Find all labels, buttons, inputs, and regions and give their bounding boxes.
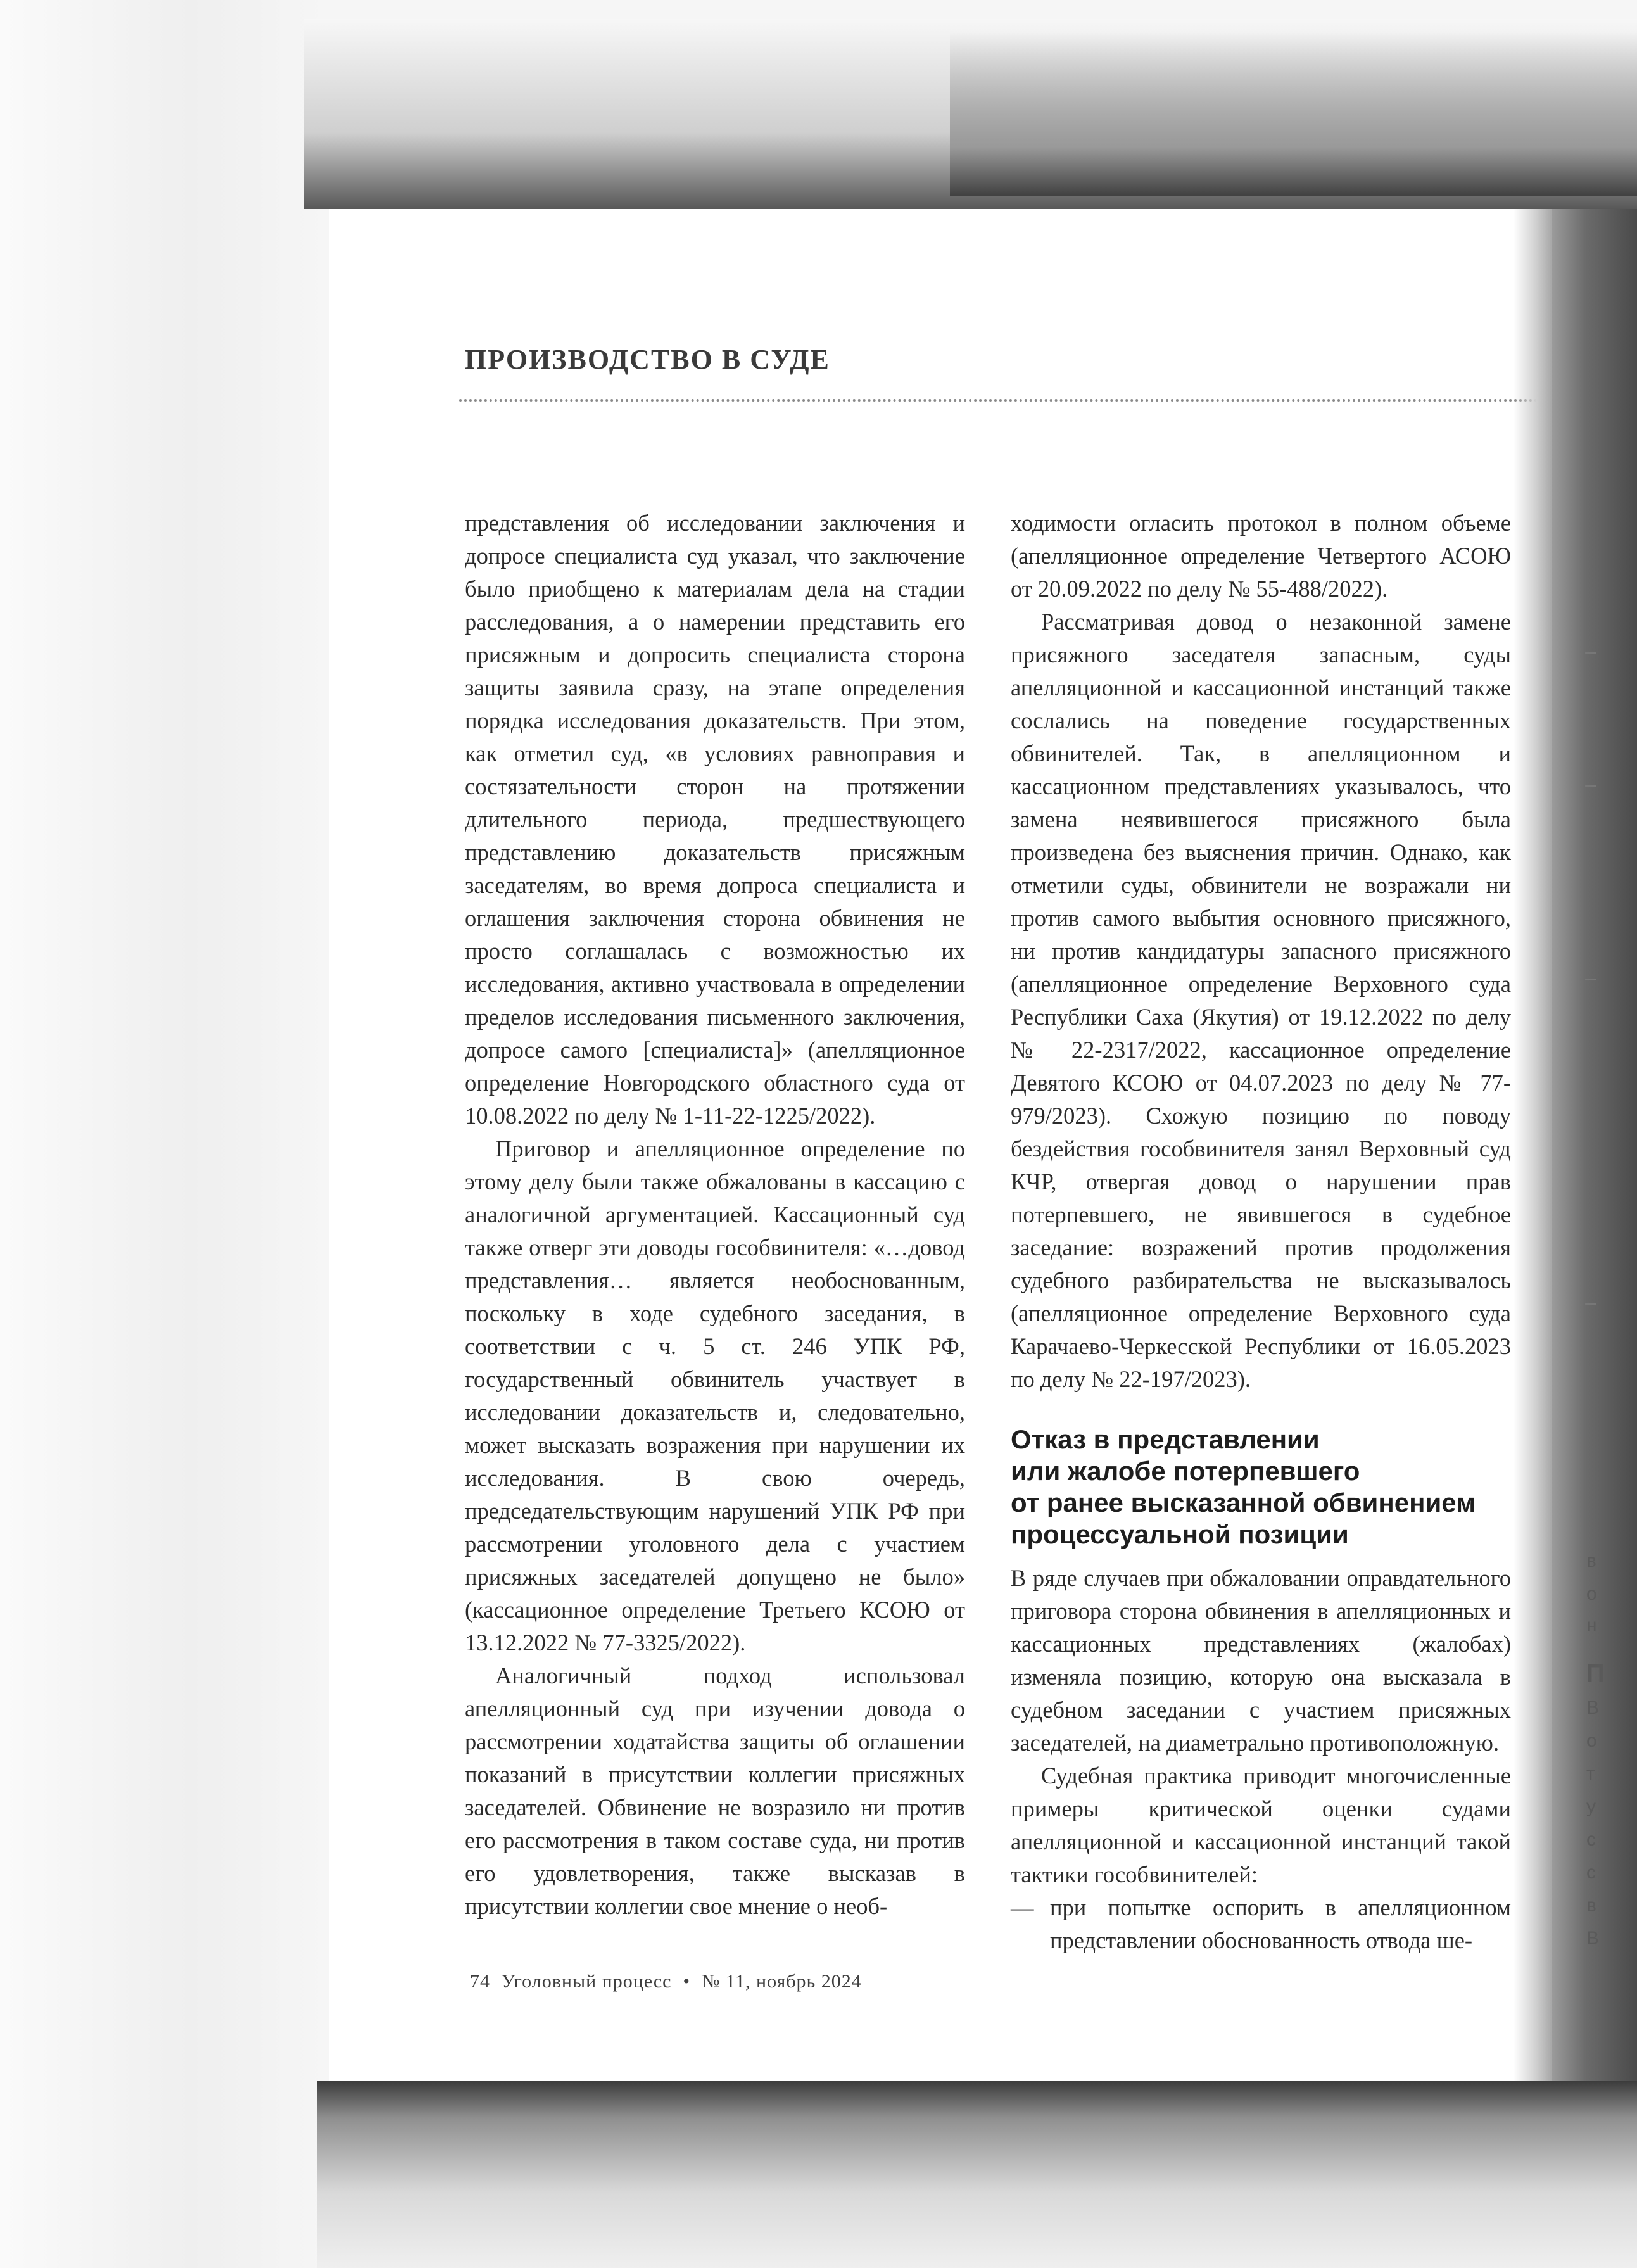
subsection-title-line: от ранее высказанной обвинением bbox=[1011, 1488, 1476, 1517]
bleed-letter: с bbox=[1586, 1862, 1596, 1883]
header-divider bbox=[459, 399, 1548, 402]
bleed-letter: с bbox=[1586, 1829, 1596, 1850]
issue-info: № 11, ноябрь 2024 bbox=[702, 1971, 862, 1992]
page-shadow-bottom bbox=[317, 2081, 1637, 2268]
list-dash: — bbox=[1011, 1894, 1034, 1920]
right-column bbox=[1011, 507, 1511, 1957]
subsection-title-line: Отказ в представлении bbox=[1011, 1424, 1320, 1454]
bleed-letter: В bbox=[1586, 1697, 1600, 1718]
bleed-letter: т bbox=[1586, 1763, 1595, 1784]
bleed-letter: у bbox=[1586, 1796, 1596, 1817]
bleed-letter: в bbox=[1586, 1895, 1596, 1916]
paragraph: В ряде случаев при обжаловании оправдательного приговора сторона обвинения в апелляционных и кассационных представлениях (жалобах) изменяла позицию, которую она высказала в судебном заседании с участием присяжных заседателей, на диаметрально противоположную. bbox=[1011, 1565, 1511, 1756]
bleed-letter: о bbox=[1586, 1730, 1597, 1751]
bleed-tick bbox=[1585, 1303, 1596, 1305]
bleed-letter: П bbox=[1586, 1659, 1605, 1687]
paragraph: представления об исследовании заключения и допросе специалиста суд указал, что заключение было приобщено к материалам дела на стадии расследования, а о намерении представить его присяжным и допросить специалиста сторона защиты заявила сразу, на этапе определения порядка исследования доказательств. При этом, как отметил суд, «в условиях равноправия и состязательности сторон на протяжении длительного периода, предшествующего представлению доказательств присяжным заседателям, во время допроса специалиста и оглашения заключения сторона обвинения не просто соглашалась с возможностью их исследования, активно участвовала в определении пределов исследования письменного заключения, допросе самого [специалиста]» (апелляционное определение Новгородского областного суда от 10.08.2022 по делу № 1-11-22-1225/2022). bbox=[465, 510, 965, 1129]
page-footer bbox=[470, 1971, 873, 1992]
paragraph: ходимости огласить протокол в полном объеме (апелляционное определение Четвертого АСОЮ от 20.09.2022 по делу № 55-488/2022). bbox=[1011, 510, 1511, 602]
paragraph: Приговор и апелляционное определение по этому делу были также обжалованы в кассацию с аналогичной аргументацией. Кассационный суд также отверг эти доводы гособвинителя: «…довод представления… является необоснованным, поскольку в ходе судебного заседания, в соответствии с ч. 5 ст. 246 УПК РФ, государственный обвинитель участвует в исследовании доказательств и, следовательно, может высказать возражения при нарушении их исследования. В свою очередь, председательствующим нарушений УПК РФ при рассмотрении уголовного дела с участием присяжных заседателей допущено не было» (кассационное определение Третьего КСОЮ от 13.12.2022 № 77-3325/2022). bbox=[465, 1136, 965, 1656]
subsection-title-line: или жалобе потерпевшего bbox=[1011, 1456, 1360, 1486]
bleed-letter: н bbox=[1586, 1615, 1597, 1636]
footer-bullet: • bbox=[683, 1971, 690, 1992]
bleed-letter: в bbox=[1586, 1550, 1596, 1571]
list-item bbox=[1011, 1891, 1511, 1957]
section-header: ПРОИЗВОДСТВО В СУДЕ bbox=[465, 344, 830, 375]
paragraph: Аналогичный подход использовал апелляционный суд при изучении довода о рассмотрении ходатайства защиты об оглашении показаний в присутствии коллегии присяжных заседателей. Обвинение не возразило ни против его рассмотрения в таком составе суда, ни против его удовлетворения, также высказав в присутствии коллегии свое мнение о необ- bbox=[465, 1663, 965, 1919]
paragraph: Рассматривая довод о незаконной замене присяжного заседателя запасным, суды апелляционной и кассационной инстанций также сослались на поведение государственных обвинителей. Так, в апелляционном и кассационном представлениях указывалось, что замена неявившегося присяжного была произведена без выяснения причин. Однако, как отметили суды, обвинители не возражали ни против самого выбытия основного присяжного, ни против кандидатуры запасного присяжного (апелляционное определение Верховного суда Республики Саха (Якутия) от 19.12.2022 по делу № 22-2317/2022, кассационное определение Девятого КСОЮ от 04.07.2023 по делу № 77-979/2023). Схожую позицию по поводу бездействия гособвинителя занял Верховный суд КЧР, отвергая довод о нарушении прав потерпевшего, не явившегося в судебное заседание: возражений против продолжения судебного разбирательства не высказывалось (апелляционное определение Верховного суда Карачаево-Черкесской Республики от 16.05.2023 по делу № 22-197/2023). bbox=[1011, 609, 1511, 1392]
document-page bbox=[329, 209, 1605, 2081]
left-column bbox=[465, 507, 965, 1923]
bleed-tick bbox=[1585, 785, 1596, 787]
subsection-title bbox=[1011, 1424, 1511, 1550]
page-fold-shadow bbox=[1514, 209, 1552, 2081]
page-shadow-top-right bbox=[950, 32, 1637, 196]
bleed-letter: о bbox=[1586, 1583, 1597, 1604]
journal-title: Уголовный процесс bbox=[502, 1971, 672, 1992]
list-item-text: при попытке оспорить в апелляционном представлении обоснованность отвода ше- bbox=[1050, 1894, 1511, 1953]
subsection-title-line: процессуальной позиции bbox=[1011, 1519, 1349, 1549]
page-number: 74 bbox=[470, 1971, 490, 1992]
bleed-tick bbox=[1585, 979, 1596, 980]
bleed-tick bbox=[1585, 652, 1596, 654]
paragraph: Судебная практика приводит многочисленные примеры критической оценки судами апелляционной и кассационной инстанций такой тактики гособвинителей: bbox=[1011, 1763, 1511, 1887]
bleed-letter: В bbox=[1586, 1928, 1600, 1949]
